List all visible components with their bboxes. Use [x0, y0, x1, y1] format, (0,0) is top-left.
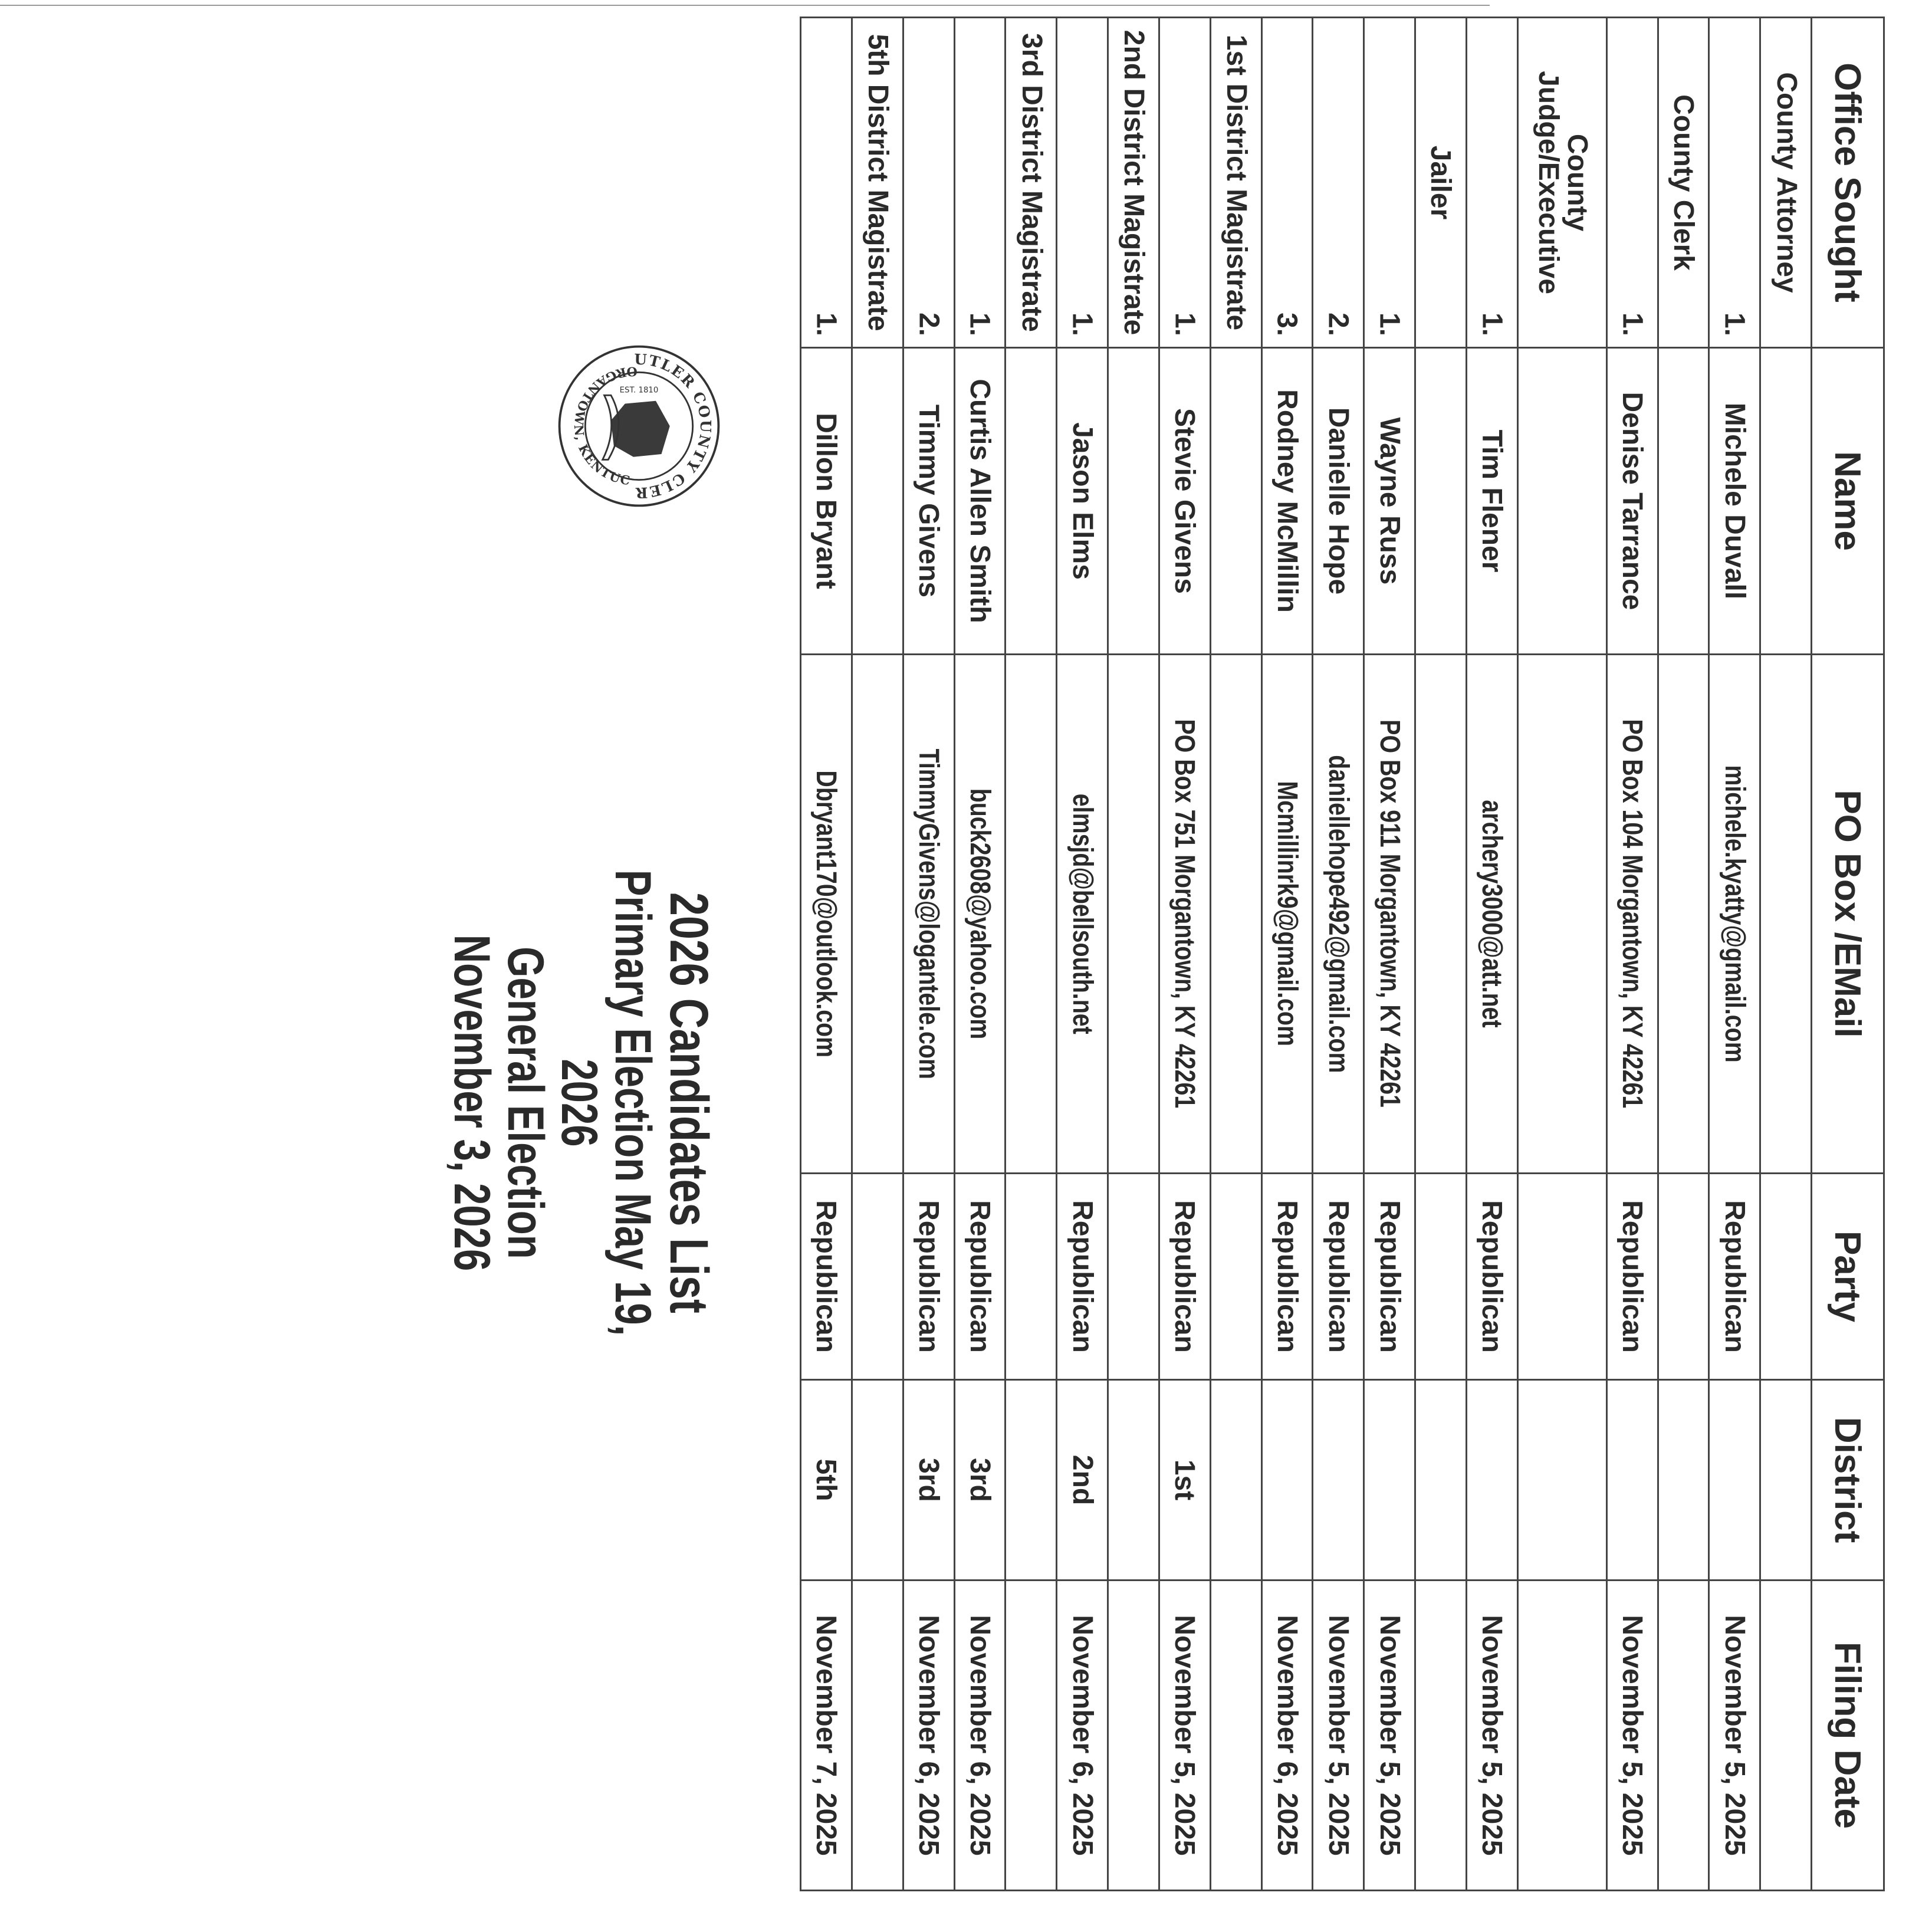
candidate-number: 2.	[913, 312, 945, 336]
candidate-number: 1.	[1374, 312, 1405, 336]
document-title-block	[445, 863, 717, 1342]
office-cell	[1517, 18, 1606, 348]
candidate-contact-text: daniellehope492@gmail.com	[1322, 754, 1354, 1073]
filing-date	[1517, 1581, 1606, 1891]
rotated-page	[442, 0, 1932, 1932]
office-cell	[1261, 18, 1313, 348]
candidate-district	[1466, 1380, 1517, 1581]
candidate-name: Michele Duvall	[1709, 348, 1760, 655]
candidate-district	[1658, 1380, 1709, 1581]
candidate-district	[1108, 1380, 1159, 1581]
column-header-name: Name	[1812, 348, 1884, 655]
filing-date: November 6, 2025	[1261, 1581, 1313, 1891]
candidate-number: 1.	[964, 312, 995, 336]
candidate-party	[1108, 1174, 1159, 1380]
table-row	[1108, 18, 1159, 1891]
candidate-district	[1261, 1380, 1313, 1581]
candidate-district	[1760, 1380, 1812, 1581]
candidate-party: Republican	[954, 1174, 1006, 1380]
office-cell	[852, 18, 903, 348]
filing-date	[852, 1581, 903, 1891]
table-row	[1606, 18, 1658, 1891]
office-cell	[801, 18, 852, 348]
candidate-contact	[1108, 655, 1159, 1174]
office-name: County Clerk	[1667, 94, 1699, 271]
column-header-party: Party	[1812, 1174, 1884, 1380]
candidate-contact	[1760, 655, 1812, 1174]
candidate-name	[1108, 348, 1159, 655]
candidate-district: 5th	[801, 1380, 852, 1581]
candidate-name	[1006, 348, 1057, 655]
table-row	[1159, 18, 1210, 1891]
candidate-district	[1364, 1380, 1415, 1581]
candidate-party	[1658, 1174, 1709, 1380]
candidate-contact	[1709, 655, 1760, 1174]
filing-date: November 5, 2025	[1159, 1581, 1210, 1891]
candidate-party	[1415, 1174, 1467, 1380]
seal-bottom-text: ORGANTOWN, KENTUC	[571, 364, 638, 488]
candidate-name: Dillon Bryant	[801, 348, 852, 655]
table-row	[852, 18, 903, 1891]
candidate-party: Republican	[1261, 1174, 1313, 1380]
candidate-party: Republican	[903, 1174, 954, 1380]
candidate-contact	[801, 655, 852, 1174]
candidate-contact	[1261, 655, 1313, 1174]
seal-est-text: EST. 1810	[619, 386, 659, 395]
candidate-party: Republican	[1057, 1174, 1108, 1380]
office-name: County Attorney	[1770, 72, 1802, 293]
filing-date: November 5, 2025	[1364, 1581, 1415, 1891]
office-cell	[1709, 18, 1760, 348]
candidate-contact-text: Dbryant170@outlook.com	[810, 770, 842, 1057]
filing-date: November 5, 2025	[1606, 1581, 1658, 1891]
office-cell	[1108, 18, 1159, 348]
table-header-row	[1812, 18, 1884, 1891]
filing-date	[1760, 1581, 1812, 1891]
candidate-contact	[954, 655, 1006, 1174]
office-name: Jailer	[1425, 145, 1457, 220]
candidate-district	[1606, 1380, 1658, 1581]
candidate-district: 3rd	[954, 1380, 1006, 1581]
candidate-number: 1.	[1476, 312, 1508, 336]
office-name: 2nd District Magistrate	[1118, 29, 1150, 336]
candidate-district: 1st	[1159, 1380, 1210, 1581]
office-cell	[1658, 18, 1709, 348]
candidate-contact	[1415, 655, 1467, 1174]
candidate-name: Jason Elms	[1057, 348, 1108, 655]
candidate-name: Stevie Givens	[1159, 348, 1210, 655]
candidate-name: Timmy Givens	[903, 348, 954, 655]
candidate-number: 2.	[1322, 312, 1354, 336]
office-cell	[1159, 18, 1210, 348]
office-cell	[1210, 18, 1261, 348]
candidate-number: 1.	[810, 312, 842, 336]
candidate-contact-text: buck2608@yahoo.com	[964, 788, 995, 1040]
candidate-contact	[1210, 655, 1261, 1174]
table-row	[1466, 18, 1517, 1891]
filing-date: November 5, 2025	[1466, 1581, 1517, 1891]
candidate-number: 1.	[1616, 312, 1648, 336]
candidate-name	[1517, 348, 1606, 655]
office-cell	[1364, 18, 1415, 348]
filing-date	[1658, 1581, 1709, 1891]
filing-date: November 6, 2025	[1057, 1581, 1108, 1891]
candidate-number: 1.	[1169, 312, 1201, 336]
candidate-district	[1313, 1380, 1364, 1581]
candidates-table	[800, 17, 1885, 1891]
table-row	[1709, 18, 1760, 1891]
office-name: 1st District Magistrate	[1221, 34, 1253, 331]
table-row	[1364, 18, 1415, 1891]
candidate-district	[1006, 1380, 1057, 1581]
candidate-name	[1760, 348, 1812, 655]
candidate-party: Republican	[1709, 1174, 1760, 1380]
primary-election-line: Primary Election May 19, 2026	[551, 869, 662, 1336]
candidate-party	[1006, 1174, 1057, 1380]
candidate-name: Curtis Allen Smith	[954, 348, 1006, 655]
filing-date: November 5, 2025	[1313, 1581, 1364, 1891]
office-cell	[1006, 18, 1057, 348]
candidate-name	[852, 348, 903, 655]
candidate-district: 3rd	[903, 1380, 954, 1581]
candidate-contact	[1006, 655, 1057, 1174]
candidate-contact-text: TimmyGivens@logantele.com	[913, 748, 945, 1079]
office-cell	[1760, 18, 1812, 348]
office-cell	[1606, 18, 1658, 348]
filing-date: November 7, 2025	[801, 1581, 852, 1891]
table-row	[903, 18, 954, 1891]
county-clerk-seal	[555, 342, 723, 510]
office-name: 3rd District Magistrate	[1016, 33, 1047, 332]
filing-date: November 6, 2025	[954, 1581, 1006, 1891]
candidate-contact-text: PO Box 104 Morgantown, KY 42261	[1616, 719, 1648, 1109]
candidate-party: Republican	[1159, 1174, 1210, 1380]
column-header-date: Filing Date	[1812, 1581, 1884, 1891]
candidate-contact	[1364, 655, 1415, 1174]
candidate-name	[1415, 348, 1467, 655]
table-row	[801, 18, 852, 1891]
table-row	[1415, 18, 1467, 1891]
filing-date: November 6, 2025	[903, 1581, 954, 1891]
candidate-contact	[1313, 655, 1364, 1174]
candidate-contact	[1159, 655, 1210, 1174]
table-row	[1658, 18, 1709, 1891]
candidate-contact-text: PO Box 911 Morgantown, KY 42261	[1374, 719, 1405, 1108]
candidate-name: Tim Flener	[1466, 348, 1517, 655]
candidate-contact	[1658, 655, 1709, 1174]
office-cell	[954, 18, 1006, 348]
table-row	[1760, 18, 1812, 1891]
office-cell	[903, 18, 954, 348]
seal-graphic	[555, 342, 723, 510]
candidate-party: Republican	[801, 1174, 852, 1380]
candidate-contact-text: elmsjd@bellsouth.net	[1066, 793, 1098, 1034]
candidate-party	[1760, 1174, 1812, 1380]
candidate-party: Republican	[1606, 1174, 1658, 1380]
candidate-number: 1.	[1066, 312, 1098, 336]
office-name: 5th District Magistrate	[862, 34, 894, 331]
table-row	[1057, 18, 1108, 1891]
candidate-contact-text: Mcmillinrk9@gmail.com	[1271, 781, 1303, 1047]
column-header-office: Office Sought	[1812, 18, 1884, 348]
candidate-name	[1210, 348, 1261, 655]
candidate-contact	[1057, 655, 1108, 1174]
candidate-district: 2nd	[1057, 1380, 1108, 1581]
candidate-party: Republican	[1466, 1174, 1517, 1380]
candidate-party	[1210, 1174, 1261, 1380]
candidate-contact	[852, 655, 903, 1174]
office-cell	[1313, 18, 1364, 348]
office-cell	[1415, 18, 1467, 348]
document-title: 2026 Candidates List	[659, 892, 719, 1313]
candidate-party: Republican	[1313, 1174, 1364, 1380]
county-map-icon	[611, 401, 670, 457]
candidate-contact	[1606, 655, 1658, 1174]
office-cell	[1057, 18, 1108, 348]
candidate-number: 1.	[1719, 312, 1750, 336]
table-row	[1313, 18, 1364, 1891]
filing-date	[1415, 1581, 1467, 1891]
table-row	[1261, 18, 1313, 1891]
table-row	[954, 18, 1006, 1891]
candidate-contact	[903, 655, 954, 1174]
candidate-district	[1415, 1380, 1467, 1581]
candidate-contact	[1466, 655, 1517, 1174]
candidate-name: Denise Tarrance	[1606, 348, 1658, 655]
candidate-contact-text: PO Box 751 Morgantown, KY 42261	[1169, 719, 1201, 1109]
filing-date: November 5, 2025	[1709, 1581, 1760, 1891]
candidate-district	[852, 1380, 903, 1581]
candidate-name	[1658, 348, 1709, 655]
general-election-line: General Election November 3, 2026	[443, 934, 554, 1271]
candidate-name: Rodney McMillin	[1261, 348, 1313, 655]
column-header-district: District	[1812, 1380, 1884, 1581]
table-row	[1517, 18, 1606, 1891]
candidate-contact	[1517, 655, 1606, 1174]
candidate-district	[1210, 1380, 1261, 1581]
candidate-contact-text: archery3000@att.net	[1476, 800, 1508, 1028]
filing-date	[1108, 1581, 1159, 1891]
office-name: County Judge/Executive	[1532, 71, 1593, 294]
filing-date	[1210, 1581, 1261, 1891]
candidate-district	[1517, 1380, 1606, 1581]
candidate-party	[1517, 1174, 1606, 1380]
table-row	[1210, 18, 1261, 1891]
filing-date	[1006, 1581, 1057, 1891]
column-header-email: PO Box /EMail	[1812, 655, 1884, 1174]
table-row	[1006, 18, 1057, 1891]
candidate-party	[852, 1174, 903, 1380]
candidate-district	[1709, 1380, 1760, 1581]
candidate-name: Danielle Hope	[1313, 348, 1364, 655]
seal-top-text: UTLER COUNTY CLER	[633, 350, 715, 502]
candidate-number: 3.	[1271, 312, 1303, 336]
candidate-party: Republican	[1364, 1174, 1415, 1380]
candidate-contact-text: michele.kyatty@gmail.com	[1719, 765, 1750, 1063]
office-cell	[1466, 18, 1517, 348]
candidate-name: Wayne Russ	[1364, 348, 1415, 655]
